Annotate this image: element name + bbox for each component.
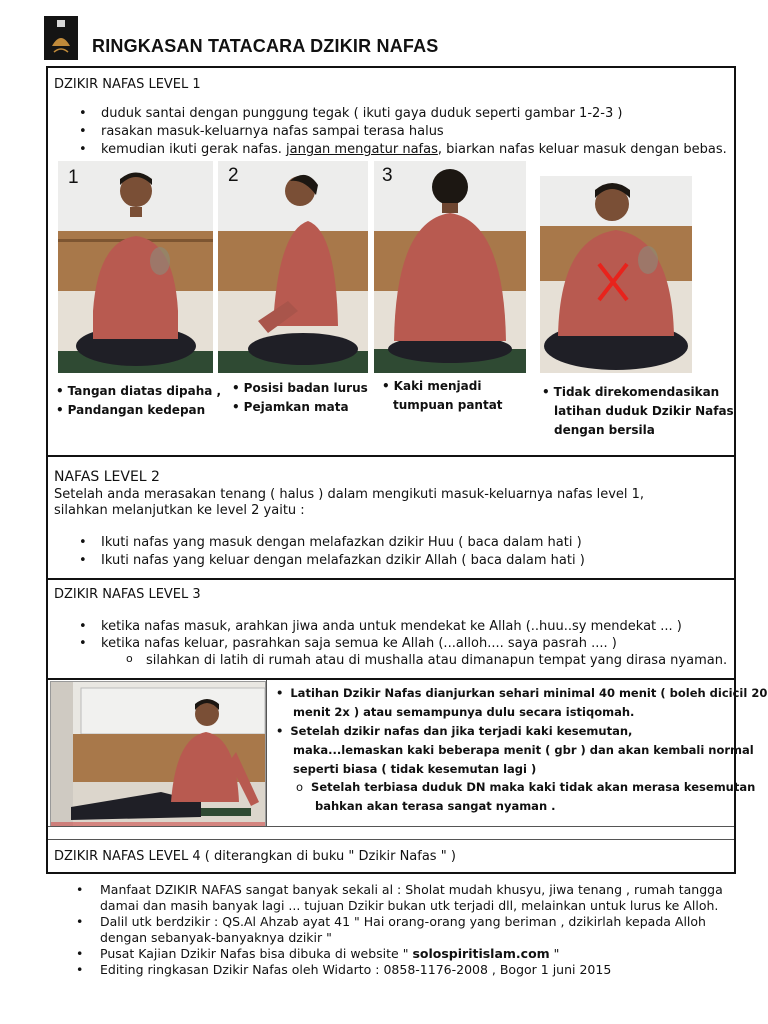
list-item: • ketika nafas keluar, pasrahkan saja semua ke Allah (...alloh.... saya pasrah .... ) xyxy=(101,636,617,651)
photo-relaxing-legs xyxy=(50,681,266,827)
note-line: menit 2x ) atau semampunya dulu secara istiqomah. xyxy=(293,705,635,719)
level3-heading: DZIKIR NAFAS LEVEL 3 xyxy=(54,587,201,602)
note-sub-item: o Setelah terbiasa duduk DN maka kaki tidak akan merasa kesemutan xyxy=(296,780,756,794)
caption-line: • Tidak direkomendasikan xyxy=(542,383,734,402)
level2-intro-line: silahkan melanjutkan ke level 2 yaitu : xyxy=(54,503,305,518)
note-line: Setelah terbiasa duduk DN maka kaki tidak akan merasa kesemutan xyxy=(311,780,756,794)
level4-title: DZIKIR NAFAS LEVEL 4 xyxy=(54,849,201,864)
note-line: Setelah dzikir nafas dan jika terjadi kaki kesemutan, xyxy=(290,724,633,738)
sub-list-item: o silahkan di latih di rumah atau di mushalla atau dimanapun tempat yang dirasa nyaman. xyxy=(146,653,727,668)
notes-section xyxy=(48,680,768,840)
photo-caption xyxy=(226,379,368,417)
underlined-text: jangan mengatur nafas xyxy=(286,142,438,157)
level2-section xyxy=(48,457,734,580)
caption-line: • Pejamkan mata xyxy=(232,398,368,417)
caption-line: tumpuan pantat xyxy=(393,398,503,412)
photo-sitting-side xyxy=(218,161,368,373)
content-frame xyxy=(46,66,768,874)
note-line: Latihan Dzikir Nafas dianjurkan sehari minimal 40 menit ( boleh dicicil 20 xyxy=(290,686,768,700)
note-line: maka...lemaskan kaki beberapa menit ( gbr ) dan akan kembali normal xyxy=(293,743,754,757)
not-recommended-x-icon xyxy=(596,261,630,303)
note-item: • Latihan Dzikir Nafas dianjurkan sehari minimal 40 menit ( boleh dicicil 20 xyxy=(276,686,768,700)
list-item: • duduk santai dengan punggung tegak ( ikuti gaya duduk seperti gambar 1-2-3 ) xyxy=(101,106,622,121)
level2-intro-line: Setelah anda merasakan tenang ( halus ) dalam mengikuti masuk-keluarnya nafas level 1, xyxy=(54,487,645,502)
website-link[interactable]: solospiritislam.com xyxy=(412,946,550,961)
caption-line: • Pandangan kedepan xyxy=(56,401,221,420)
note-line: seperti biasa ( tidak kesemutan lagi ) xyxy=(293,762,537,776)
dzikir-nafas-logo-icon xyxy=(44,16,78,60)
photo-sitting-front xyxy=(58,161,213,373)
logo xyxy=(44,16,78,60)
photo-sitting-back xyxy=(374,161,526,373)
list-item: • ketika nafas masuk, arahkan jiwa anda untuk mendekat ke Allah (..huu..sy mendekat ... ) xyxy=(101,619,682,634)
caption-line: latihan duduk Dzikir Nafas xyxy=(554,404,734,418)
list-item-text: , biarkan nafas keluar masuk dengan bebas. xyxy=(437,142,727,157)
note-line: bahkan akan terasa sangat nyaman . xyxy=(315,799,556,813)
level1-heading: DZIKIR NAFAS LEVEL 1 xyxy=(54,77,201,92)
footer-text: " xyxy=(549,946,560,961)
level4-heading xyxy=(54,849,456,864)
footer-item-editing: • Editing ringkasan Dzikir Nafas oleh Widarto : 0858-1176-2008 , Bogor 1 juni 2015 xyxy=(100,962,740,978)
list-item: • Ikuti nafas yang keluar dengan melafazkan dzikir Allah ( baca dalam hati ) xyxy=(101,553,585,568)
photo-caption xyxy=(542,383,734,440)
footer-text: Pusat Kajian Dzikir Nafas bisa dibuka di website " xyxy=(100,946,413,961)
list-item: • rasakan masuk-keluarnya nafas sampai terasa halus xyxy=(101,124,444,139)
level3-section xyxy=(48,580,734,680)
footer-notes xyxy=(100,882,740,978)
notes-divider xyxy=(266,680,267,826)
footer-item-website xyxy=(100,946,740,962)
footer-item-dalil: • Dalil utk berdzikir : QS.Al Ahzab ayat 41 " Hai orang-orang yang beriman , dzikirlah kepada Alloh dengan sebanyak-banyaknya dzikir " xyxy=(100,914,740,946)
photo-number: 2 xyxy=(228,165,239,186)
caption-line: dengan bersila xyxy=(554,423,655,437)
footer-item-manfaat: • Manfaat DZIKIR NAFAS sangat banyak sekali al : Sholat mudah khusyu, jiwa tenang , rumah tangga damai dan masih banyak lagi ... tujuan Dzikir bukan utk terjadi dll, melainkan untuk lurus ke Alloh. xyxy=(100,882,740,914)
caption-line: • Tangan diatas dipaha , xyxy=(56,382,221,401)
page-title: RINGKASAN TATACARA DZIKIR NAFAS xyxy=(92,36,439,56)
photo-number: 1 xyxy=(68,167,79,188)
notes-bottom-line xyxy=(48,826,734,827)
photo-caption xyxy=(382,377,503,415)
caption-line: • Posisi badan lurus xyxy=(232,379,368,398)
level4-section xyxy=(48,840,734,872)
list-item xyxy=(101,142,727,157)
list-item: • Ikuti nafas yang masuk dengan melafazkan dzikir Huu ( baca dalam hati ) xyxy=(101,535,582,550)
level4-note: ( diterangkan di buku " Dzikir Nafas " ) xyxy=(200,849,456,864)
note-item: • Setelah dzikir nafas dan jika terjadi kaki kesemutan, xyxy=(276,724,633,738)
photo-caption xyxy=(56,382,221,420)
list-item-text: kemudian ikuti gerak nafas. xyxy=(101,142,286,157)
level2-heading: NAFAS LEVEL 2 xyxy=(54,469,160,485)
photo-number: 3 xyxy=(382,165,393,186)
level1-section xyxy=(48,68,734,457)
caption-line: • Kaki menjadi xyxy=(382,377,503,396)
